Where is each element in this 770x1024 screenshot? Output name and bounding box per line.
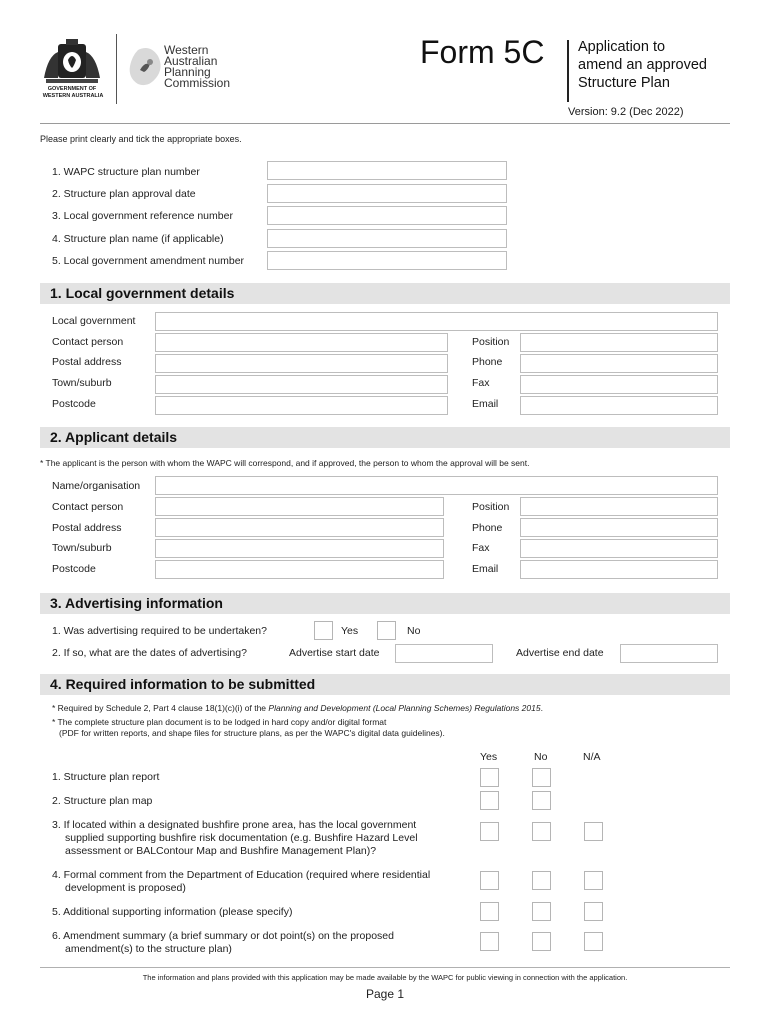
item4-yes-checkbox[interactable] [480,871,499,890]
item5-na-checkbox[interactable] [584,902,603,921]
ap-postcode-input[interactable] [155,560,444,579]
wapc-line1: Western [164,43,209,57]
advertising-yes-label: Yes [341,625,359,637]
ap-town-suburb-input[interactable] [155,539,444,558]
advertise-start-label: Advertise start date [289,647,380,659]
lg-postal-address-label: Postal address [52,356,122,368]
ap-name-org-label: Name/organisation [52,480,141,492]
ap-town-suburb-label: Town/suburb [52,542,112,554]
title-line2: amend an approved [578,57,707,73]
ap-contact-person-label: Contact person [52,501,124,513]
item6-no-checkbox[interactable] [532,932,551,951]
col-no-header: No [534,751,548,763]
lg-local-government-label: Local government [52,315,136,327]
wapc-line3: Planning [164,65,211,79]
section2-header [40,427,730,448]
lg-fax-label: Fax [472,377,490,389]
top-field-label-2: 2. Structure plan approval date [52,188,196,200]
top-field-label-3: 3. Local government reference number [52,210,233,222]
title-divider [567,40,569,102]
advertising-no-label: No [407,625,421,637]
lg-email-input[interactable] [520,396,718,415]
wapc-structure-plan-number-input[interactable] [267,161,507,180]
lg-town-suburb-input[interactable] [155,375,448,394]
lg-postcode-input[interactable] [155,396,448,415]
wapc-line2: Australian [164,54,218,68]
item3-line2: supplied supporting bushfire risk documentation (e.g. Bushfire Hazard Level [65,832,418,844]
top-field-label-5: 5. Local government amendment number [52,255,245,267]
item4-line2: development is proposed) [65,882,186,894]
required-note-1 [52,703,543,713]
ap-email-input[interactable] [520,560,718,579]
item1-label: 1. Structure plan report [52,771,160,783]
item2-no-checkbox[interactable] [532,791,551,810]
advertising-no-checkbox[interactable] [377,621,396,640]
version: Version: 9.2 (Dec 2022) [568,106,684,118]
ap-fax-input[interactable] [520,539,718,558]
top-field-label-4: 4. Structure plan name (if applicable) [52,233,224,245]
item6-yes-checkbox[interactable] [480,932,499,951]
lg-postal-address-input[interactable] [155,354,448,373]
gov-line2: WESTERN AUSTRALIA [42,93,104,99]
section4-header [40,674,730,695]
ap-phone-input[interactable] [520,518,718,537]
advertising-q1: 1. Was advertising required to be undertaken? [52,625,267,637]
item4-na-checkbox[interactable] [584,871,603,890]
advertising-q2: 2. If so, what are the dates of advertising? [52,647,247,659]
ap-position-input[interactable] [520,497,718,516]
note1-italic: Planning and Development (Local Planning Schemes) Regulations 2015 [268,703,541,713]
item5-label: 5. Additional supporting information (please specify) [52,906,293,918]
advertise-start-date-input[interactable] [395,644,493,663]
item3-line3: assessment or BALContour Map and Bushfire Management Plan)? [65,845,377,857]
note1-pre: * Required by Schedule 2, Part 4 clause 18(1)(c)(i) of the [52,703,267,713]
lg-fax-input[interactable] [520,375,718,394]
form-number: Form 5C [420,34,545,70]
title-line1: Application to [578,39,666,55]
item6-na-checkbox[interactable] [584,932,603,951]
item4-no-checkbox[interactable] [532,871,551,890]
item5-yes-checkbox[interactable] [480,902,499,921]
note1-post: . [540,703,543,713]
title-line3: Structure Plan [578,75,670,91]
section4-title: 4. Required information to be submitted [50,676,316,692]
advertising-yes-checkbox[interactable] [314,621,333,640]
col-na-header: N/A [583,751,601,763]
item5-no-checkbox[interactable] [532,902,551,921]
structure-plan-name-input[interactable] [267,229,507,248]
item1-no-checkbox[interactable] [532,768,551,787]
item4-line1: 4. Formal comment from the Department of Education (required where residential [52,869,431,881]
lg-position-input[interactable] [520,333,718,352]
applicant-note: * The applicant is the person with whom the WAPC will correspond, and if approved, the person to whom the approval will be sent. [40,458,530,468]
local-government-amendment-number-input[interactable] [267,251,507,270]
footer-rule [40,967,730,968]
item6-line2: amendment(s) to the structure plan) [65,943,232,955]
item1-yes-checkbox[interactable] [480,768,499,787]
item2-yes-checkbox[interactable] [480,791,499,810]
section1-header [40,283,730,304]
item3-na-checkbox[interactable] [584,822,603,841]
structure-plan-approval-date-input[interactable] [267,184,507,203]
section2-title: 2. Applicant details [50,429,178,445]
page-number: Page 1 [365,987,405,1001]
lg-contact-person-label: Contact person [52,336,124,348]
ap-fax-label: Fax [472,542,490,554]
wapc-line4: Commission [164,76,231,90]
advertise-end-date-input[interactable] [620,644,718,663]
footer-disclaimer: The information and plans provided with this application may be made available by the WAPC for public viewing in connection with the application. [142,973,628,982]
lg-phone-input[interactable] [520,354,718,373]
local-government-reference-number-input[interactable] [267,206,507,225]
top-field-label-1: 1. WAPC structure plan number [52,166,200,178]
header-rule [40,123,730,124]
required-note-2a: * The complete structure plan document is to be lodged in hard copy and/or digital format [52,717,387,727]
item3-line1: 3. If located within a designated bushfire prone area, has the local government [52,819,417,831]
item6-line1: 6. Amendment summary (a brief summary or dot point(s) on the proposed [52,930,394,942]
ap-postal-address-label: Postal address [52,522,122,534]
section1-title: 1. Local government details [50,285,235,301]
ap-contact-person-input[interactable] [155,497,444,516]
instructions: Please print clearly and tick the appropriate boxes. [40,134,242,144]
ap-phone-label: Phone [472,522,503,534]
gov-line1: GOVERNMENT OF [47,86,97,92]
lg-email-label: Email [472,398,499,410]
crest-icon [40,38,104,88]
lg-position-label: Position [472,336,510,348]
lg-contact-person-input[interactable] [155,333,448,352]
ap-position-label: Position [472,501,510,513]
ap-postcode-label: Postcode [52,563,96,575]
required-note-2b: (PDF for written reports, and shape files for structure plans, as per the WAPC's digital data guidelines). [59,728,445,738]
ap-email-label: Email [472,563,499,575]
section3-header [40,593,730,614]
ap-postal-address-input[interactable] [155,518,444,537]
item2-label: 2. Structure plan map [52,795,153,807]
lg-town-suburb-label: Town/suburb [52,377,112,389]
item3-no-checkbox[interactable] [532,822,551,841]
lg-local-government-input[interactable] [155,312,718,331]
form-title [578,38,707,92]
header-divider [116,34,117,104]
government-of-wa-crest [40,38,104,88]
col-yes-header: Yes [480,751,498,763]
section3-title: 3. Advertising information [50,595,223,611]
lg-phone-label: Phone [472,356,503,368]
item3-yes-checkbox[interactable] [480,822,499,841]
ap-name-org-input[interactable] [155,476,718,495]
wapc-name [164,45,230,89]
lg-postcode-label: Postcode [52,398,96,410]
advertise-end-label: Advertise end date [516,647,604,659]
wapc-logo-icon [128,44,164,88]
